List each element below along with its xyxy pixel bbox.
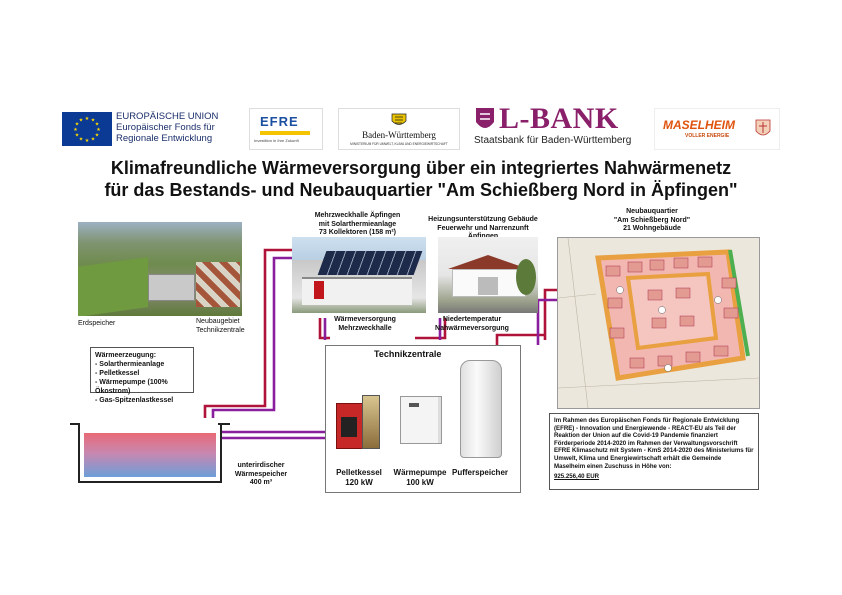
svg-text:★: ★ <box>73 127 78 133</box>
feuerwehr-tree <box>516 259 536 295</box>
halle-bottom-label <box>330 316 400 333</box>
aerial-building <box>148 274 195 301</box>
wp-label <box>392 468 448 487</box>
svg-text:★: ★ <box>74 132 80 139</box>
waermeerzeugung-item: - Solarthermieanlage <box>95 361 165 368</box>
halle-bottom-line2: Mehrzweckhalle <box>338 324 392 332</box>
waermespeicher-tank <box>78 423 222 483</box>
ground-line-left <box>70 423 80 425</box>
neubau-site-plan-drawing <box>558 238 759 408</box>
svg-text:★: ★ <box>84 116 90 122</box>
waermeerzeugung-heading: Wärmeerzeugung: <box>95 352 157 359</box>
feuerwehr-door <box>478 277 498 295</box>
svg-text:★: ★ <box>90 136 96 143</box>
waermeerzeugung-item: - Wärmepumpe (100% Ökostrom) <box>95 379 168 395</box>
funding-box <box>549 413 759 490</box>
halle-top-line1: Mehrzweckhalle Äpfingen <box>314 212 401 219</box>
halle-top-line3: 73 Kollektoren (158 m²) <box>318 229 397 236</box>
aerial-label-technikzentrale: Technikzentrale <box>196 327 245 334</box>
aerial-photo <box>78 222 242 316</box>
funding-text: Im Rahmen des Europäischen Fonds für Regionale Entwicklung (EFRE) - Innovation und Energiewende - REACT-EU als Teil der Reaktion der Union auf die Covid-19 Pandemie finanziert Förderperiode 2014-2020 im Rahmen der Verwaltungsvorschrift EFRE Klimaschutz mit System - KmS 2014-2020 des Ministeriums für Umwelt, Klima und Energiewirtschaft erhält die Gemeinde Maselheim einen Zuschuss in Höhe von: <box>554 417 754 470</box>
wp-label-line2: 100 kW <box>406 477 434 487</box>
pelletkessel-hopper <box>362 395 380 449</box>
feuerwehr-top-line1: Heizungsunterstützung Gebäude <box>428 216 538 223</box>
svg-text:★: ★ <box>96 127 101 133</box>
pellet-label-line1: Pelletkessel <box>336 468 382 477</box>
waermespeicher-label <box>226 462 296 488</box>
waermeerzeugung-item: - Pelletkessel <box>95 370 140 377</box>
bw-logo-sub: MINISTERIUM FÜR UMWELT, KLIMA UND ENERGIEWIRTSCHAFT <box>350 142 448 146</box>
halle-bottom-line1: Wärmeversorgung <box>334 316 396 323</box>
lbank-logo-text: L-BANK <box>499 102 619 135</box>
neubau-site-plan <box>557 237 760 409</box>
halle-photo <box>292 237 426 313</box>
aerial-label-erdspeicher: Erdspeicher <box>78 320 116 327</box>
waermespeicher-label-line3: 400 m³ <box>249 479 273 486</box>
eu-line2: Europäischer Fonds für <box>116 122 215 133</box>
svg-text:★: ★ <box>78 117 84 124</box>
halle-top-label <box>290 212 425 238</box>
waermespeicher-label-line1: unterirdischer <box>237 462 285 469</box>
svg-text:★: ★ <box>90 117 96 124</box>
halle-top-line2: mit Solarthermieanlage <box>318 220 397 228</box>
aerial-houses <box>196 262 240 307</box>
feuerwehr-top-line2: Feuerwehr und Narrenzunft <box>437 224 529 232</box>
neubau-top-line3: 21 Wohngebäude <box>623 225 681 232</box>
efre-logo-text: EFRE <box>260 114 299 129</box>
title-line1: Klimafreundliche Wärmeversorgung über ein integriertes Nahwärmenetz <box>110 158 732 178</box>
halle-solar-panels <box>318 251 423 275</box>
waermepumpe-image <box>400 396 442 444</box>
svg-text:★: ★ <box>78 136 84 143</box>
pelletkessel-door <box>341 417 357 437</box>
svg-text:★: ★ <box>84 138 90 144</box>
pelletkessel-image <box>336 395 380 447</box>
feuerwehr-bottom-line2: Nahwärmeversorgung <box>435 324 509 332</box>
pellet-label <box>330 468 388 487</box>
pellet-label-line2: 120 kW <box>345 477 373 487</box>
maselheim-logo-text: MASELHEIM <box>663 118 735 132</box>
svg-text:★: ★ <box>74 121 80 128</box>
feuerwehr-bottom-label <box>430 316 514 333</box>
neubau-top-line2: "Am Schießberg Nord" <box>613 216 691 224</box>
eu-line3: Regionale Entwicklung <box>116 133 213 144</box>
svg-text:★: ★ <box>94 132 100 139</box>
maselheim-logo-sub: VOLLER ENERGIE <box>685 133 730 139</box>
waermeerzeugung-item: - Gas-Spitzenlastkessel <box>95 397 174 404</box>
feuerwehr-photo <box>438 237 538 313</box>
lbank-logo-sub: Staatsbank für Baden-Württemberg <box>474 135 632 146</box>
eu-line1: EUROPÄISCHE UNION <box>116 111 219 122</box>
ground-line-right <box>218 423 230 425</box>
pipe-return-neubau <box>538 300 558 345</box>
waermespeicher-label-line2: Wärmespeicher <box>234 470 288 478</box>
svg-text:★: ★ <box>94 121 100 128</box>
bw-logo-text: Baden-Württemberg <box>362 130 436 140</box>
efre-logo-sub: Investition in Ihre Zukunft <box>254 138 299 143</box>
neubau-top-line1: Neubauquartier <box>626 208 678 215</box>
funding-amount: 925.256,40 EUR <box>554 473 600 481</box>
waermeerzeugung-box <box>90 347 194 404</box>
technikzentrale-title: Technikzentrale <box>374 349 442 359</box>
puffer-label: Pufferspeicher <box>451 468 509 477</box>
aerial-field <box>78 257 148 316</box>
waermepumpe-panel <box>409 403 419 407</box>
feuerwehr-bottom-line1: Niedertemperatur <box>442 316 502 323</box>
feuerwehr-roof <box>448 255 528 269</box>
halle-banner <box>314 281 324 299</box>
aerial-label-neubaugebiet: Neubaugebiet <box>196 318 240 325</box>
waermespeicher-fill <box>84 433 216 477</box>
neubau-top-label <box>602 208 702 234</box>
title-line2: für das Bestands- und Neubauquartier "Am Schießberg Nord in Äpfingen" <box>104 180 738 200</box>
pufferspeicher-image <box>460 360 502 458</box>
wp-label-line1: Wärmepumpe <box>393 468 447 477</box>
